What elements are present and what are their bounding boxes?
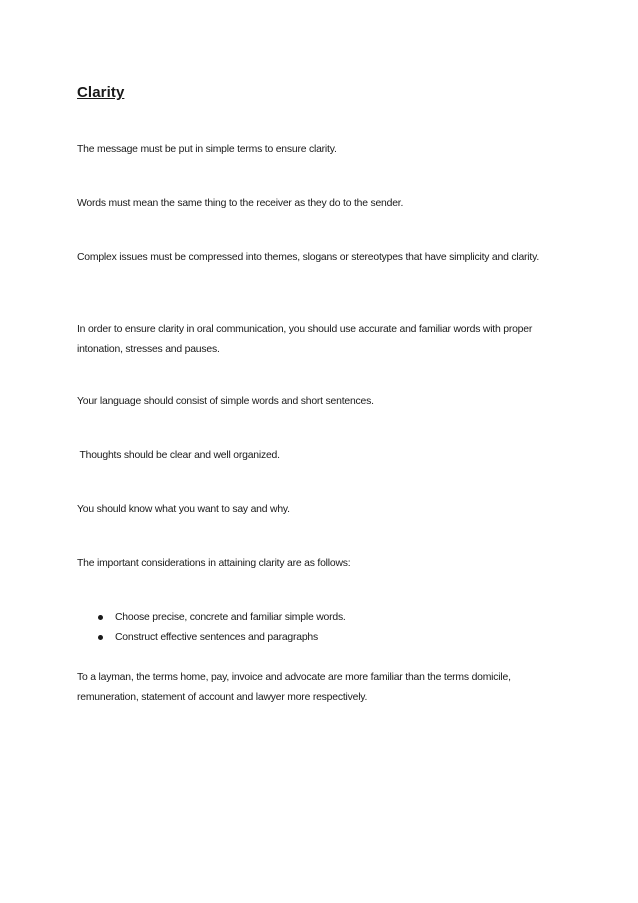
paragraph-layman-example: To a layman, the terms home, pay, invoice and advocate are more familiar than the terms domicile, remuneration, statement of account and lawyer more respectively. <box>77 672 511 703</box>
list-item-text: Construct effective sentences and paragraphs <box>115 632 318 643</box>
bullet-icon <box>98 635 103 640</box>
paragraph-considerations: The important considerations in attaining clarity are as follows: <box>77 558 351 569</box>
paragraph-same-meaning: Words must mean the same thing to the receiver as they do to the sender. <box>77 198 404 209</box>
paragraph-simple-terms: The message must be put in simple terms to ensure clarity. <box>77 144 337 155</box>
page-title: Clarity <box>77 84 125 101</box>
considerations-list <box>77 608 567 648</box>
paragraph-thoughts: Thoughts should be clear and well organized. <box>77 450 280 461</box>
paragraph-simple-language: Your language should consist of simple words and short sentences. <box>77 396 374 407</box>
list-item-text: Choose precise, concrete and familiar simple words. <box>115 612 346 623</box>
paragraph-complex-issues: Complex issues must be compressed into themes, slogans or stereotypes that have simplicity and clarity. <box>77 252 540 263</box>
paragraph-oral-communication: In order to ensure clarity in oral communication, you should use accurate and familiar words with proper intonation, stresses and pauses. <box>77 324 533 355</box>
bullet-icon <box>98 615 103 620</box>
paragraph-know-what-to-say: You should know what you want to say and why. <box>77 504 290 515</box>
list-item <box>77 608 567 628</box>
list-item <box>77 628 567 648</box>
